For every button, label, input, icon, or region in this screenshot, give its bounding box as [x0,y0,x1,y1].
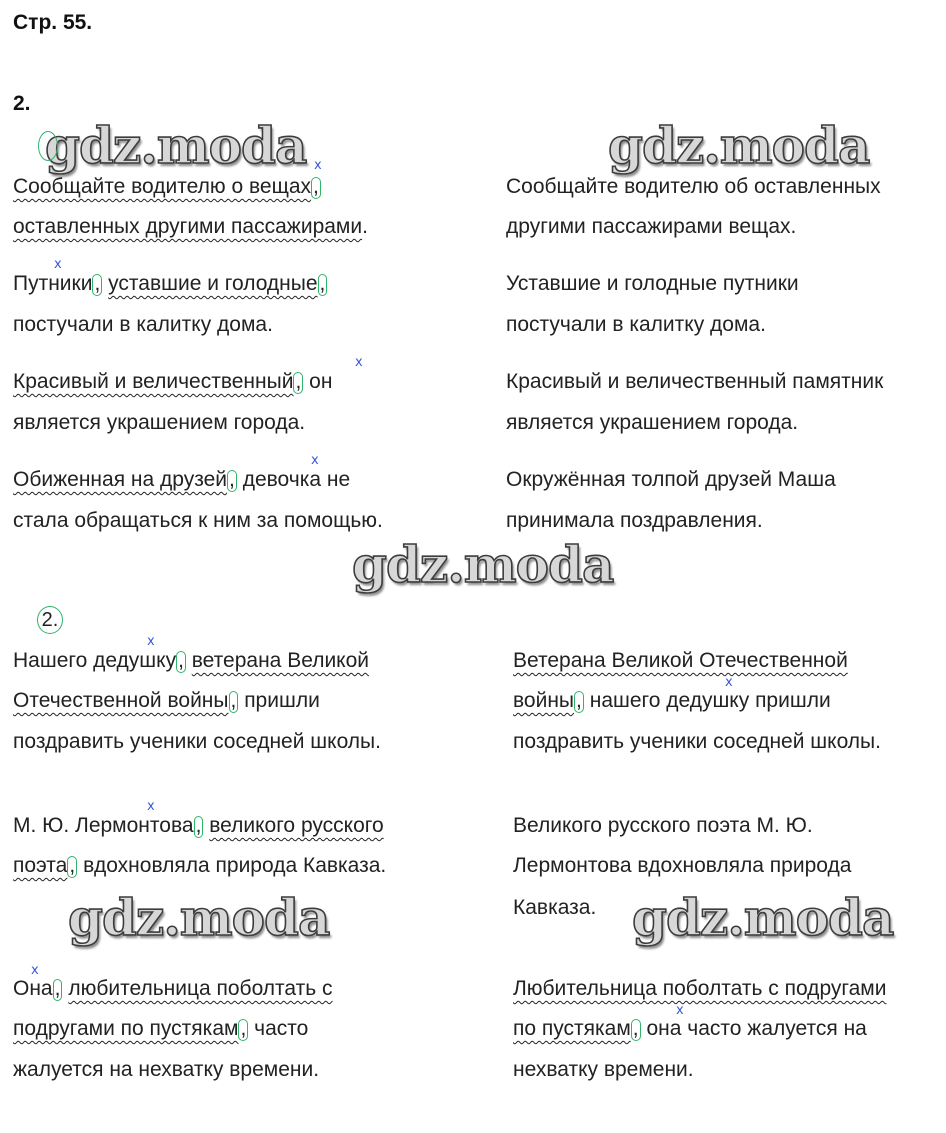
sentence-line [13,370,332,394]
phrase: нашего дедушку пришли [589,689,831,712]
x-mark-icon: x [311,453,319,468]
sentence-line: другими пассажирами вещах. [506,215,797,238]
wavy-phrase: Ветерана Великой Отечественной [513,649,848,672]
wavy-phrase: Красивый и величественный [13,370,294,393]
sentence-line: жалуется на нехватку времени. [13,1058,320,1081]
sentence-line: является украшением города. [506,411,799,434]
phrase: Нашего дедушку [13,649,177,672]
wavy-phrase: подругами по пустякам [13,1017,239,1040]
watermark: gdz.moda [608,116,870,175]
x-mark-icon: x [725,675,733,690]
circled-comma: , [69,854,76,877]
phrase: она часто жалуется на [646,1017,867,1040]
sentence-line: поздравить ученики соседней школы. [513,730,881,753]
sentence-line: поздравить ученики соседней школы. [13,730,381,753]
wavy-phrase: по пустякам [513,1017,631,1040]
sentence-line [13,854,386,878]
circled-comma: , [632,1017,639,1040]
sentence-line: Великого русского поэта М. Ю. [513,814,813,837]
sentence-line: принимала поздравления. [506,509,763,532]
circled-comma: , [576,689,582,712]
sentence-line [13,689,320,713]
sentence-line [13,649,369,673]
circled-comma: , [54,977,61,1000]
x-mark-icon: x [314,158,322,173]
sentence-line: Уставшие и голодные путники [506,272,799,295]
circled-comma: , [230,689,237,712]
circled-comma: , [240,1017,247,1040]
sentence-line [13,814,384,838]
wavy-phrase: Любительница поболтать с подругами [513,977,887,1000]
wavy-phrase: оставленных другими пассажирами [13,215,363,238]
x-mark-icon: x [31,963,39,978]
phrase: вдохновляла природа Кавказа. [83,854,387,877]
circled-comma: , [178,649,184,672]
sentence-line [513,689,831,713]
sentence-line [13,977,333,1001]
sentence-line: нехватку времени. [513,1058,694,1081]
sentence-line: Лермонтова вдохновляла природа [513,854,852,877]
x-mark-icon: x [676,1003,684,1018]
phrase: Путники [13,272,93,295]
circled-comma: , [313,175,319,198]
sentence-line [513,977,886,1001]
wavy-phrase: поэта [13,854,68,877]
wavy-phrase: Отечественной войны [13,689,229,712]
wavy-phrase: любительница поболтать с [68,977,333,1000]
sentence-line: стала обращаться к ним за помощью. [13,509,383,532]
sentence-line [13,175,321,199]
exercise-number: 2. [13,92,31,115]
phrase: Она [13,977,53,1000]
watermark: gdz.moda [352,535,614,594]
circled-comma: , [295,370,302,393]
x-mark-icon: x [147,634,155,649]
sentence-line: постучали в калитку дома. [13,313,273,336]
wavy-phrase: Сообщайте водителю о вещах [13,175,312,198]
phrase: девочка не [242,468,351,491]
x-mark-icon: x [355,355,363,370]
exercise-number-circled: 2. [37,606,63,634]
watermark: gdz.moda [45,116,307,175]
sentence-line: Кавказа. [513,896,597,919]
phrase: пришли [244,689,320,712]
sentence-line: является украшением города. [13,411,306,434]
sentence-line [13,215,368,239]
sentence-line [13,1017,308,1041]
circled-comma: , [195,814,202,837]
wavy-phrase: великого русского [209,814,384,837]
sentence-line: постучали в калитку дома. [506,313,766,336]
sentence-line [13,468,350,492]
wavy-phrase: войны [513,689,575,712]
phrase: часто [254,1017,309,1040]
sentence-line [513,649,848,673]
phrase: он [309,370,333,393]
phrase: М. Ю. Лермонтова [13,814,194,837]
circled-comma: , [94,272,101,295]
circled-comma: , [229,468,235,491]
sentence-line [13,272,327,296]
sentence-line: Окружённая толпой друзей Маша [506,468,836,491]
circled-comma: , [319,272,326,295]
wavy-phrase: уставшие и голодные [108,272,318,295]
sentence-line: Красивый и величественный памятник [506,370,884,393]
watermark: gdz.moda [68,888,330,947]
sentence-line: Сообщайте водителю об оставленных [506,175,881,198]
sentence-line [513,1017,867,1041]
page-label: Стр. 55. [13,11,93,34]
sentence-end: . [362,215,368,238]
x-mark-icon: x [54,257,62,272]
wavy-phrase: ветерана Великой [191,649,370,672]
wavy-phrase: Обиженная на друзей [13,468,228,491]
x-mark-icon: x [147,799,155,814]
circle-mark-icon [38,131,58,161]
watermark: gdz.moda [632,888,894,947]
